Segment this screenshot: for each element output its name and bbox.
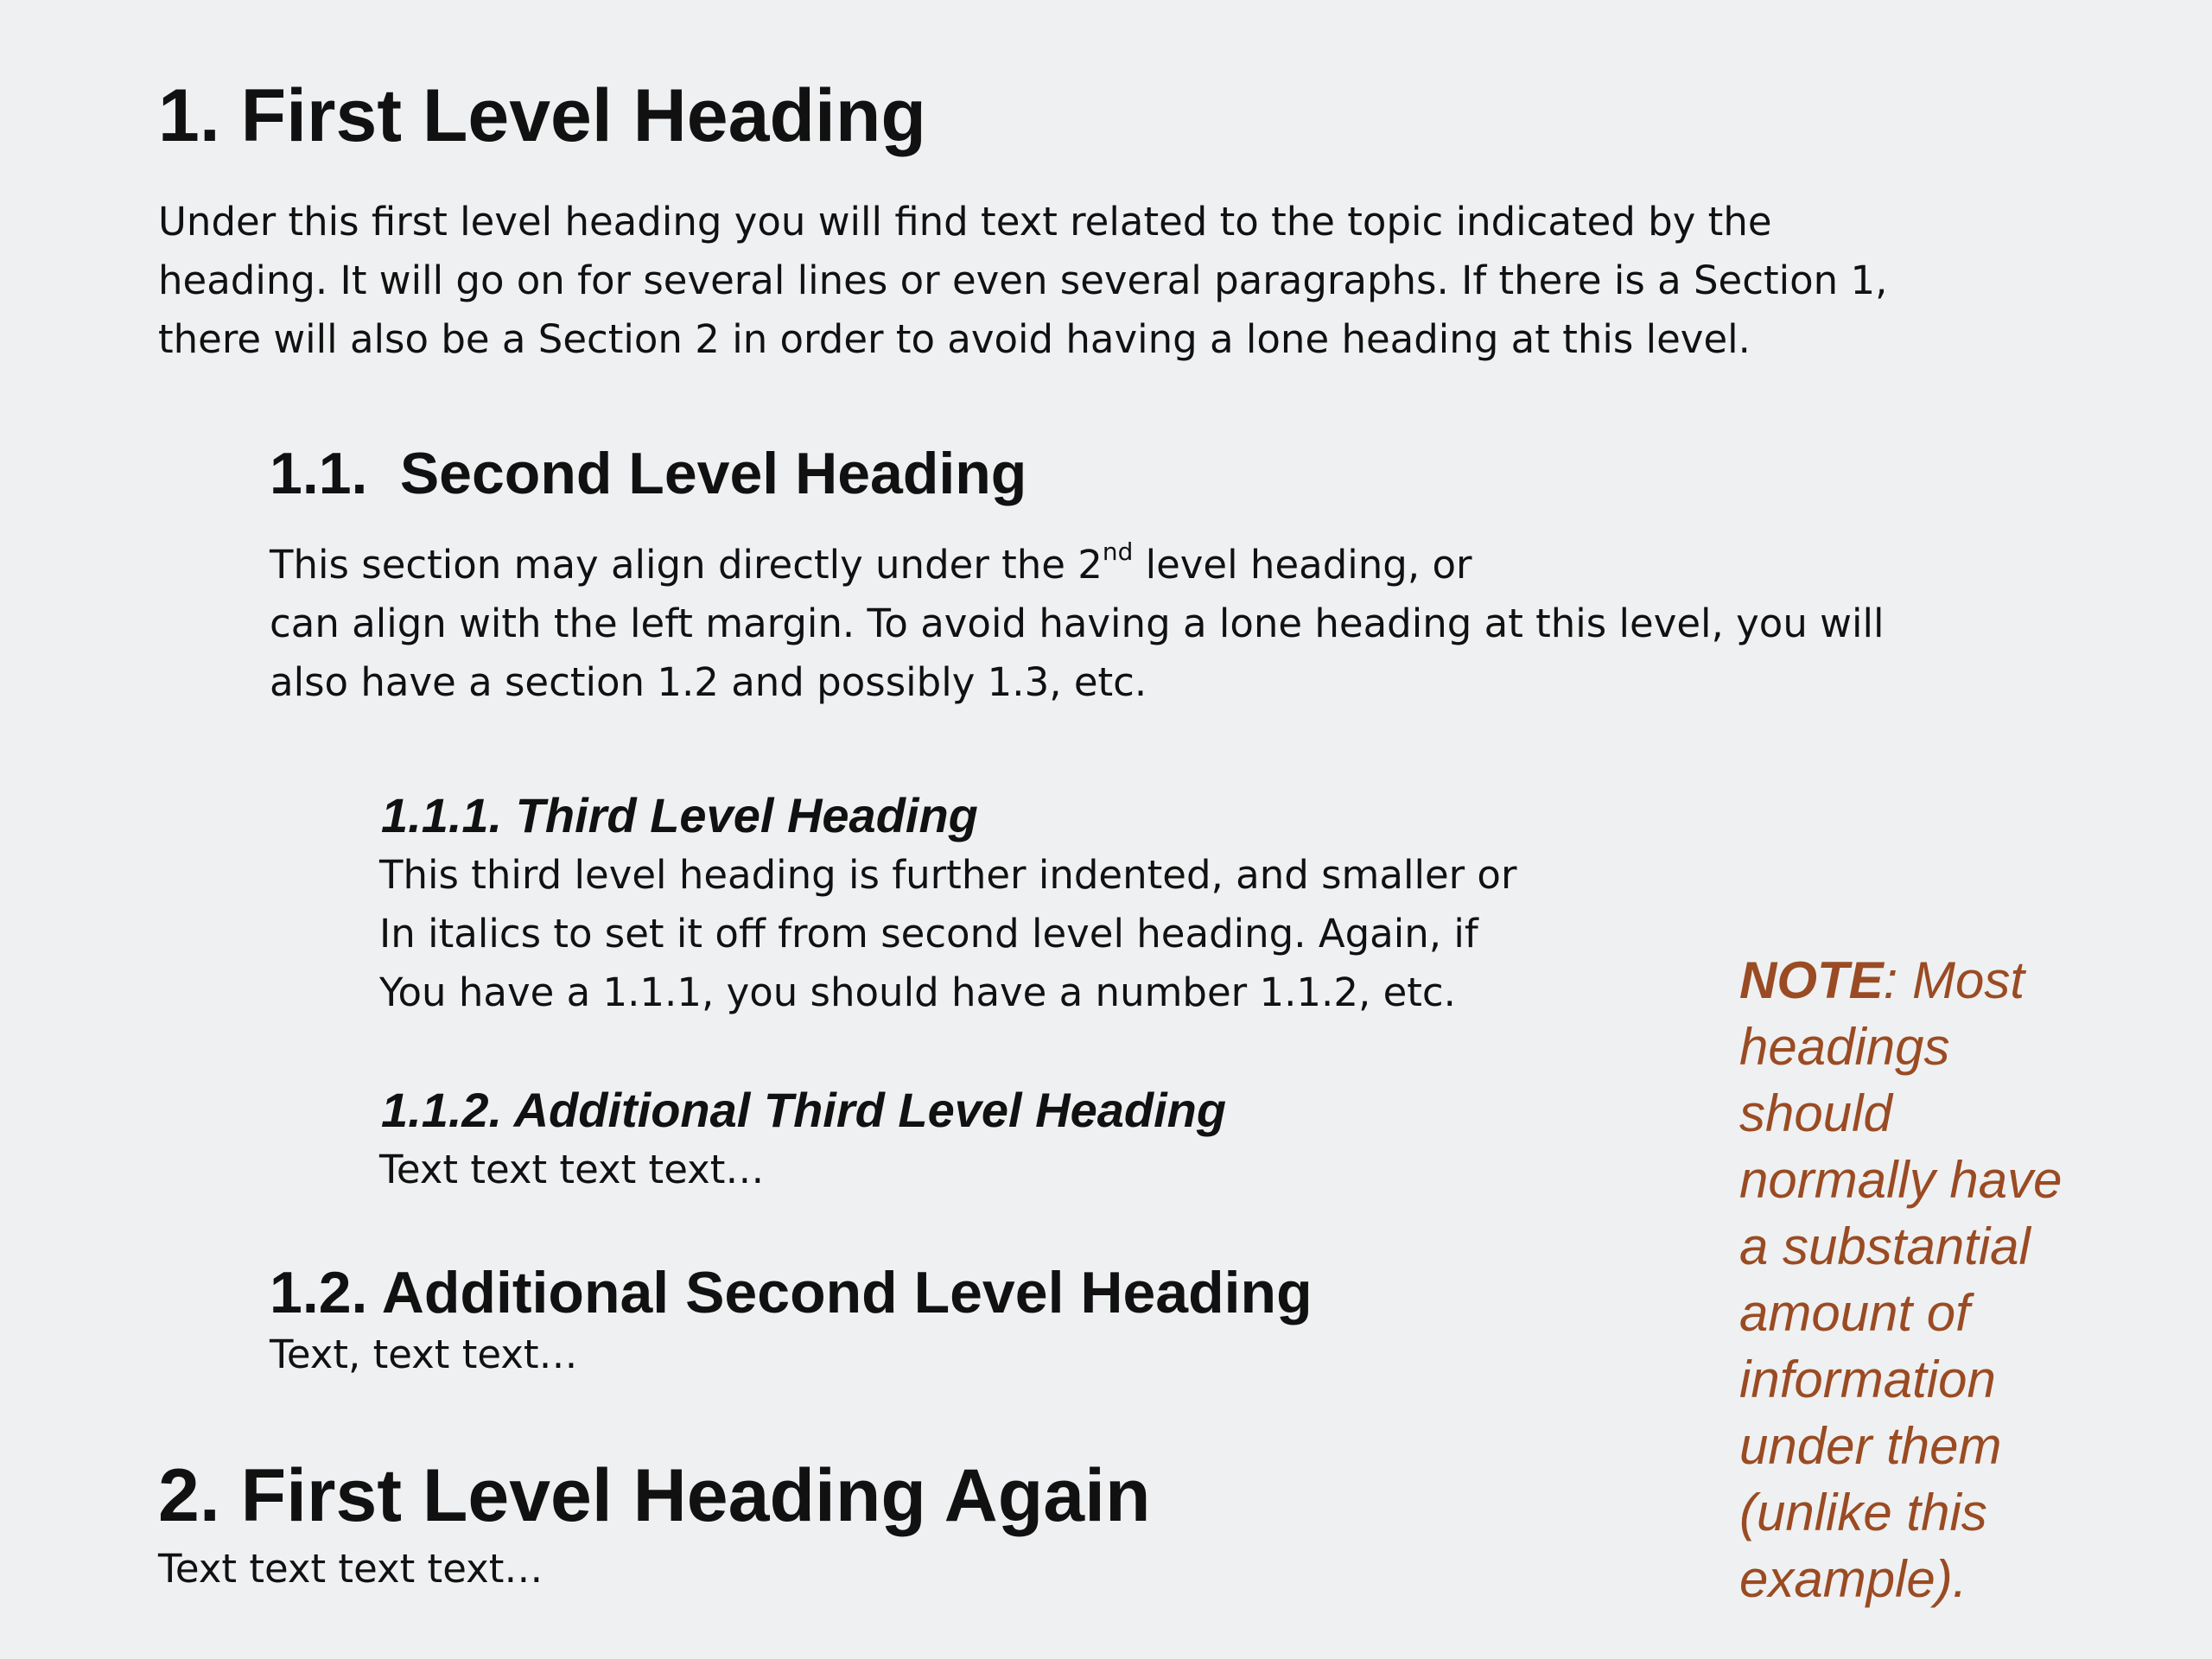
first-level-heading-2: 2. First Level Heading Again	[158, 1454, 1151, 1537]
line-text: This section may align directly under the 2	[270, 542, 1103, 588]
section-1-paragraph	[158, 193, 1887, 369]
first-level-heading-1: 1. First Level Heading	[158, 74, 926, 157]
note-line: under them	[1739, 1417, 2002, 1475]
paragraph-line: also have a section 1.2 and possibly 1.3, etc.	[270, 659, 1147, 705]
paragraph-line: Under this first level heading you will find text related to the topic indicated by the	[158, 199, 1772, 245]
note-line: example).	[1739, 1550, 1967, 1608]
note-line: headings	[1739, 1018, 1950, 1076]
note-line: a substantial	[1739, 1217, 2031, 1275]
paragraph-line	[270, 536, 1884, 594]
heading-title: Second Level Heading	[399, 441, 1027, 506]
note-line: should	[1739, 1084, 1892, 1142]
note-callout	[1739, 947, 2063, 1612]
section-1-2-text: Text, text text…	[270, 1332, 578, 1377]
second-level-heading-1-1	[270, 439, 1027, 508]
line-text: level heading, or	[1133, 542, 1472, 588]
paragraph-line: In italics to set it off from second level heading. Again, if	[379, 911, 1478, 957]
section-1-1-paragraph	[270, 536, 1884, 712]
section-1-1-2-text: Text text text text…	[379, 1147, 765, 1192]
paragraph-line: can align with the left margin. To avoid having a lone heading at this level, you will	[270, 601, 1885, 646]
section-2-text: Text text text text…	[158, 1546, 543, 1592]
paragraph-line: This third level heading is further indented, and smaller or	[379, 852, 1517, 898]
note-line	[1739, 947, 2063, 1014]
third-level-heading-1-1-1: 1.1.1. Third Level Heading	[381, 788, 978, 842]
paragraph-line: heading. It will go on for several lines or even several paragraphs. If there is a Section 1,	[158, 257, 1888, 303]
paragraph-line: there will also be a Section 2 in order to avoid having a lone heading at this level.	[158, 316, 1751, 362]
note-line: amount of	[1739, 1284, 1970, 1342]
paragraph-line: You have a 1.1.1, you should have a number 1.1.2, etc.	[379, 969, 1456, 1015]
ordinal-superscript: nd	[1102, 537, 1134, 567]
note-line: normally have	[1739, 1151, 2063, 1209]
note-line: (unlike this	[1739, 1484, 1987, 1541]
note-label: NOTE	[1739, 951, 1884, 1009]
note-text: : Most	[1883, 951, 2025, 1009]
second-level-heading-1-2: 1.2. Additional Second Level Heading	[270, 1260, 1313, 1325]
heading-number: 1.1.	[270, 441, 368, 506]
note-line: information	[1739, 1351, 1996, 1408]
third-level-heading-1-1-2: 1.1.2. Additional Third Level Heading	[381, 1083, 1227, 1137]
section-1-1-1-paragraph	[379, 846, 1516, 1022]
